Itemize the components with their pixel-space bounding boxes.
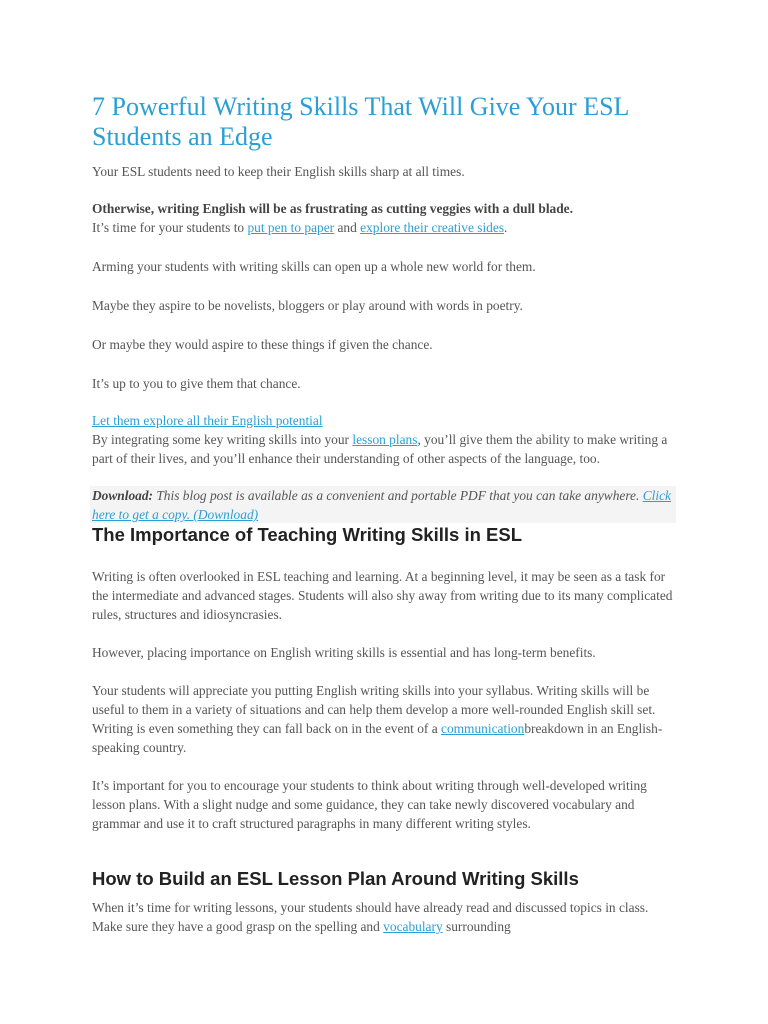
paragraph-encourage: It’s important for you to encourage your students to think about writing through well-developed writing lesson plans. With a slight nudge and some guidance, they can take newly discovered vocabulary and grammar and use it to craft structured paragraphs in many different writing styles. — [92, 778, 647, 831]
text-segment: It’s time for your students to — [92, 220, 248, 235]
paragraph-writing-lessons — [92, 898, 676, 936]
heading-importance: The Importance of Teaching Writing Skills in ESL — [92, 524, 523, 545]
text-segment: Your students will appreciate you putting English writing skills into your syllabus. Writing skills will be useful to them in a variety of situations and can help them develop a more well-rounded English skill set. Writing is even something they can fall back on in the event of a — [92, 683, 656, 736]
download-pdf-link[interactable]: Click here to get a copy. (Download) — [92, 488, 671, 522]
lesson-plans-link[interactable]: lesson plans — [352, 432, 418, 447]
text-segment: When it’s time for writing lessons, your students should have already read and discussed topics in class. Make sure they have a good grasp on the spelling and — [92, 900, 649, 934]
download-text: This blog post is available as a convenient and portable PDF that you can take anywhere. — [153, 488, 643, 503]
heading-build-lesson-plan: How to Build an ESL Lesson Plan Around Writing Skills — [92, 868, 579, 889]
paragraph-overlooked: Writing is often overlooked in ESL teaching and learning. At a beginning level, it may be seen as a task for the intermediate and advanced stages. Students will also shy away from writing due to its many complicated rules, structures and idiosyncrasies. — [92, 569, 673, 622]
text-segment: By integrating some key writing skills into your — [92, 432, 353, 447]
explore-potential-link[interactable]: Let them explore all their English potential — [92, 413, 323, 428]
intro-paragraph: Your ESL students need to keep their English skills sharp at all times. — [92, 164, 465, 179]
download-label: Download: — [92, 488, 154, 503]
bold-statement: Otherwise, writing English will be as frustrating as cutting veggies with a dull blade. — [92, 201, 573, 216]
paragraph-new-world: Arming your students with writing skills can open up a whole new world for them. — [92, 259, 536, 274]
text-segment: surrounding — [442, 919, 511, 934]
paragraph-benefits: However, placing importance on English writing skills is essential and has long-term benefits. — [92, 645, 596, 660]
vocabulary-link[interactable]: vocabulary — [383, 919, 443, 934]
paragraph-chance: Or maybe they would aspire to these things if given the chance. — [92, 337, 433, 352]
text-segment: . — [504, 220, 508, 235]
text-segment: , you’ll give them the ability to make writing a part of their lives, and you’ll enhance their understanding of other aspects of the language, too. — [92, 432, 668, 466]
page-title: 7 Powerful Writing Skills That Will Give Your ESL Students an Edge — [92, 92, 629, 151]
explore-creative-sides-link[interactable]: explore their creative sides — [360, 220, 505, 235]
paragraph-potential — [92, 411, 676, 468]
text-segment: breakdown in an English-speaking country. — [92, 721, 663, 755]
paragraph-aspire: Maybe they aspire to be novelists, bloggers or play around with words in poetry. — [92, 298, 523, 313]
put-pen-to-paper-link[interactable]: put pen to paper — [247, 220, 335, 235]
text-segment: and — [334, 220, 361, 235]
paragraph-syllabus — [92, 681, 676, 757]
communication-link[interactable]: communication — [441, 721, 525, 736]
download-callout — [92, 486, 676, 524]
paragraph-dull-blade — [92, 199, 676, 237]
paragraph-up-to-you: It’s up to you to give them that chance. — [92, 376, 301, 391]
